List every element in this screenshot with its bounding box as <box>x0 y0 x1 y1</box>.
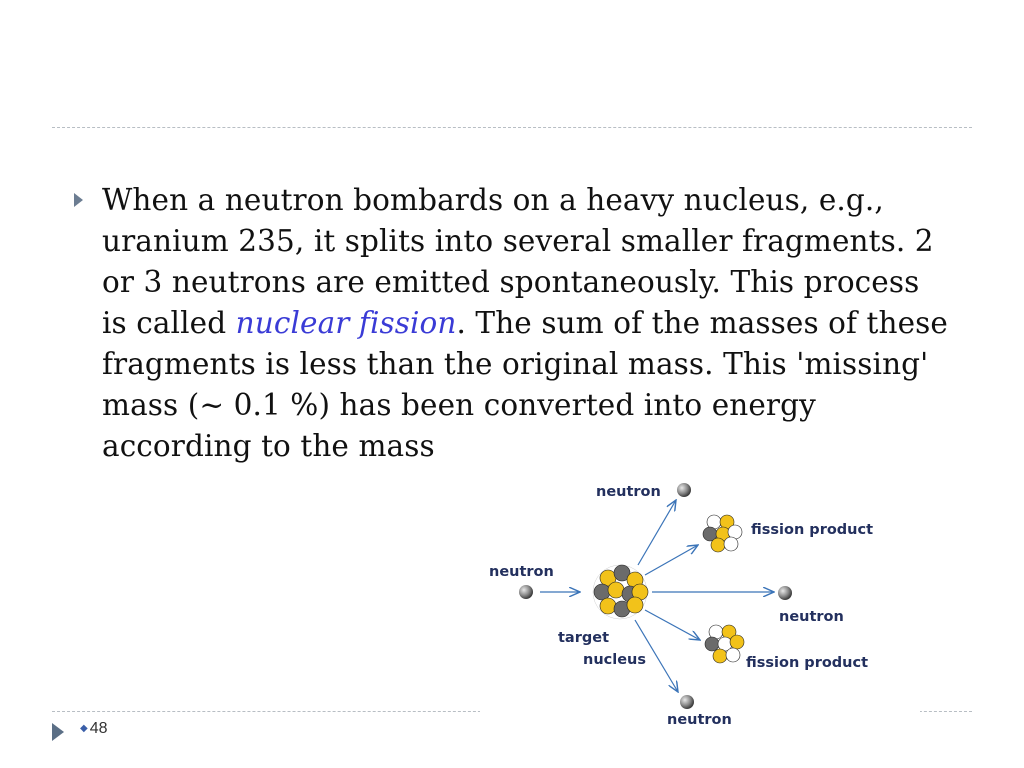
arrow-neutron-top <box>638 500 676 565</box>
diamond-icon: ◆ <box>80 723 88 735</box>
label-fission-product-top: fission product <box>751 522 874 538</box>
page-number <box>80 720 108 738</box>
text-part-1: When a neutron bombards on a heavy nucleus, e.g., uranium 235, it splits into several smaller fragments. 2 or 3 neutrons are emitted spontaneously. This process is called <box>102 183 934 340</box>
fission-diagram-svg <box>480 470 920 730</box>
arrow-fragment-top <box>645 545 698 575</box>
fission-diagram <box>480 470 920 730</box>
label-neutron-incoming: neutron <box>489 564 554 580</box>
emitted-neutron-top-icon <box>677 483 691 497</box>
text-part-2: . The sum of the masses of these fragments is less than the original mass. This 'missing' mass (~ 0.1 %) has been converted into energy according to the mass <box>102 306 948 463</box>
incoming-neutron-icon <box>519 585 533 599</box>
bullet-text <box>102 180 952 467</box>
label-fission-product-bottom: fission product <box>746 655 869 671</box>
header-divider <box>52 127 972 128</box>
fission-product-bottom-icon <box>705 625 744 663</box>
arrow-fragment-bottom <box>645 610 700 640</box>
target-nucleus-icon <box>593 565 648 619</box>
label-nucleus: nucleus <box>583 652 646 668</box>
label-neutron-right: neutron <box>779 609 844 625</box>
page-number-value: 48 <box>89 720 108 737</box>
footer-arrow-icon <box>52 723 64 741</box>
emitted-neutron-right-icon <box>778 586 792 600</box>
bullet-arrow-icon <box>74 193 83 207</box>
label-target: target <box>558 630 610 646</box>
emphasis-term: nuclear fission <box>235 306 457 340</box>
emitted-neutron-bottom-icon <box>680 695 694 709</box>
label-neutron-top: neutron <box>596 484 661 500</box>
label-neutron-bottom: neutron <box>667 712 732 728</box>
fission-product-top-icon <box>703 515 742 552</box>
